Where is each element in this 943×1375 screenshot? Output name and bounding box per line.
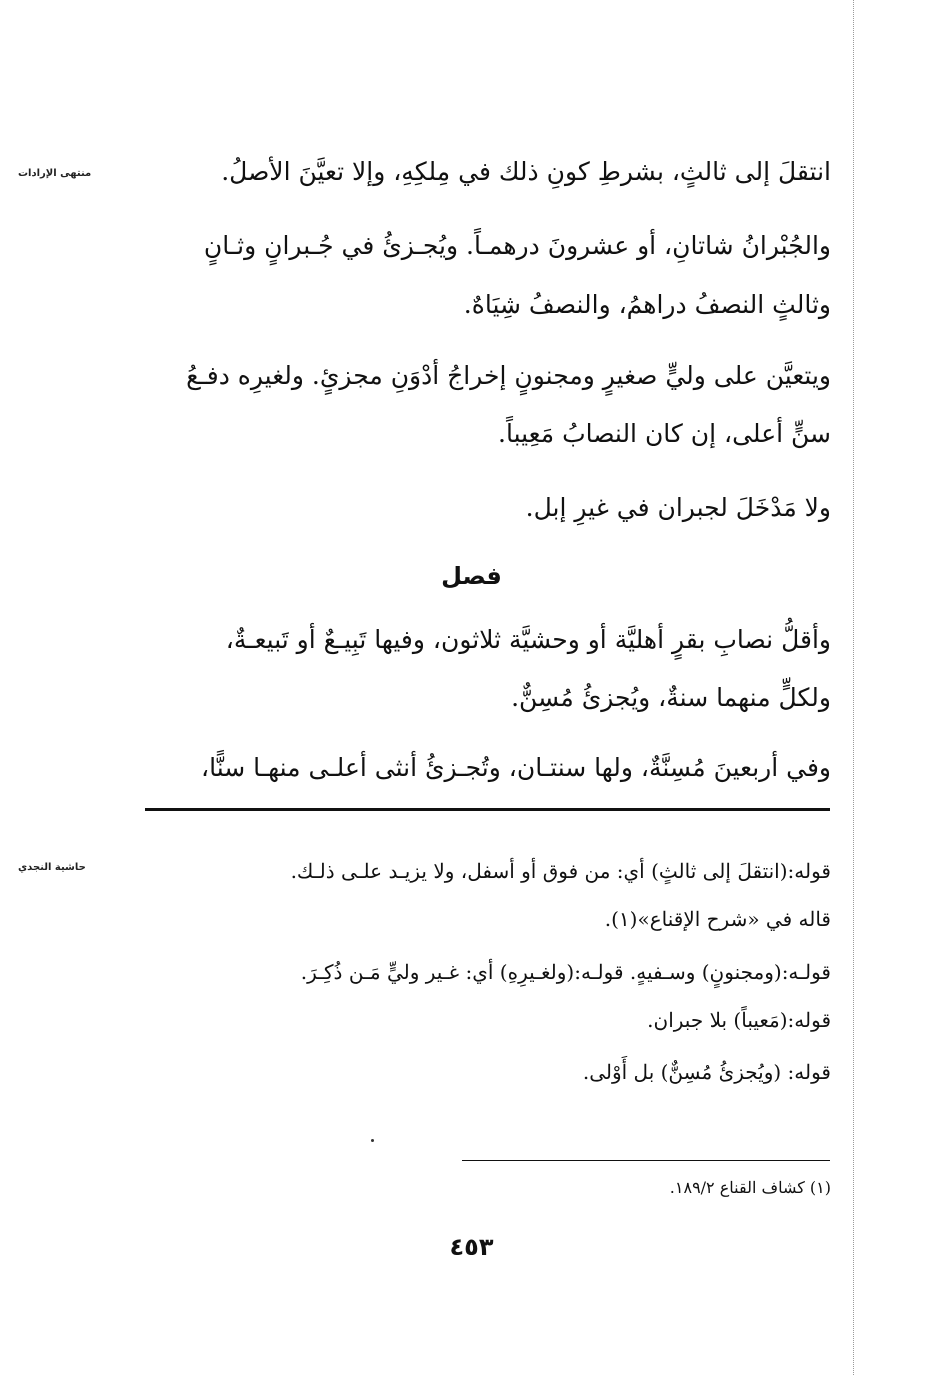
note-line-5: قوله: (ويُجزئُ مُسِنٌّ) بل أَوْلى. — [582, 1060, 831, 1084]
note-line-4: قوله:(مَعيباً) بلا جبران. — [647, 1008, 831, 1032]
main-text-line-5: سنٍّ أعلى، إن كان النصابُ مَعِيباً. — [498, 419, 831, 448]
main-text-line-8: ولكلٍّ منهما سنةٌ، ويُجزئُ مُسِنٌّ. — [511, 683, 831, 712]
side-label-main-text: منتهى الإرادات — [18, 168, 92, 179]
main-text-line-6: ولا مَدْخَلَ لجبران في غيرِ إبل. — [525, 493, 831, 522]
main-text-line-4: ويتعيَّن على وليٍّ صغيرٍ ومجنونٍ إخراجُ أدْوَنِ مجزئٍ. ولغيرِه دفـعُ — [186, 361, 831, 390]
main-text-line-1: انتقلَ إلى ثالثٍ، بشرطِ كونِ ذلك في مِلكِهِ، وإلا تعيَّنَ الأصلُ. — [221, 157, 831, 186]
separator-rule — [145, 808, 830, 811]
reference-rule — [462, 1160, 830, 1161]
main-text-line-9: وفي أربعينَ مُسِنَّةٌ، ولها سنتـان، وتُجـزئُ أنثى أعلـى منهـا سنًّا، — [201, 753, 831, 782]
page-number: ٤٥٣ — [449, 1233, 494, 1261]
main-text-line-2: والجُبْرانُ شاتانِ، أو عشرونَ درهمـاً. ويُجـزئُ في جُـبرانٍ وثـانٍ — [203, 231, 831, 260]
note-line-3: قولـه:(ومجنونٍ) وسـفيهٍ. قولـه:(ولغـيرِهِ) أي: غـير وليٍّ مَـن ذُكِـرَ. — [300, 960, 831, 984]
main-text-line-7: وأقلُّ نصابِ بقرٍ أهليَّة أو وحشيَّة ثلاثون، وفيها تَبِيـعٌ أو تَبيعـةٌ، — [225, 625, 831, 654]
side-label-notes: حاشية النجدي — [18, 862, 86, 873]
page-edge-dotted-line — [853, 0, 854, 1375]
main-text-line-3: وثالثٍ النصفُ دراهمُ، والنصفُ شِيَاهٌ. — [463, 290, 831, 319]
note-line-1: قوله:(انتقلَ إلى ثالثٍ) أي: من فوق أو أسفل، ولا يزيـد علـى ذلـك. — [290, 859, 831, 883]
note-line-2: قاله في «شرح الإقناع»(١). — [604, 907, 831, 931]
section-heading: فصل — [441, 562, 502, 590]
reference-footnote: (١) كشاف القناع ١٨٩/٢. — [669, 1178, 831, 1197]
scan-speck — [371, 1139, 374, 1142]
